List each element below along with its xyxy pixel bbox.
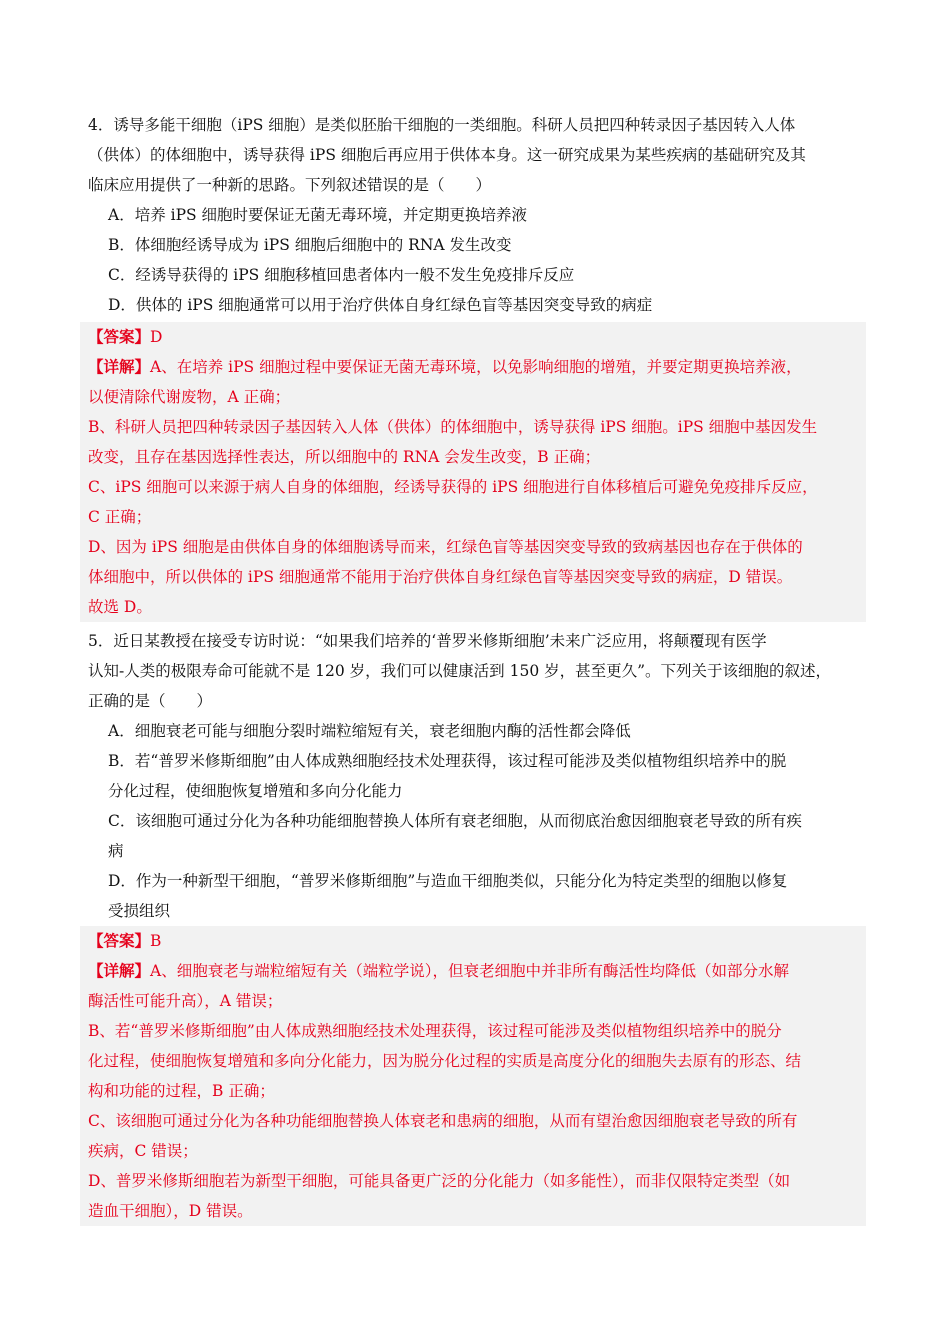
- question-4-stem-line: 4．诱导多能干细胞（iPS 细胞）是类似胚胎干细胞的一类细胞。科研人员把四种转录因子基因转入人体: [88, 116, 796, 134]
- answer-value: D: [150, 328, 163, 346]
- question-5-stem-line: 5．近日某教授在接受专访时说：“如果我们培养的‘普罗米修斯细胞’未来广泛应用，将颠覆现有医学: [88, 632, 767, 650]
- question-5-detail-line: D、普罗米修斯细胞若为新型干细胞，可能具备更广泛的分化能力（如多能性），而非仅限特定类型（如: [88, 1172, 791, 1190]
- question-4-answer: [80, 322, 866, 352]
- question-4-answer-box: [80, 322, 866, 622]
- question-4-option-a: A．培养 iPS 细胞时要保证无菌无毒环境，并定期更换培养液: [108, 206, 528, 224]
- detail-tag: 【详解】: [88, 357, 151, 376]
- answer-tag: 【答案】: [88, 931, 151, 950]
- question-4-option-d: D．供体的 iPS 细胞通常可以用于治疗供体自身红绿色盲等基因突变导致的病症: [108, 296, 653, 314]
- question-5-option-d: D．作为一种新型干细胞，“普罗米修斯细胞”与造血干细胞类似，只能分化为特定类型的细胞以修复: [108, 872, 788, 890]
- question-5-detail-line: 疾病，C 错误；: [88, 1142, 198, 1160]
- question-5-detail-line: 造血干细胞），D 错误。: [88, 1202, 253, 1220]
- question-5-detail-line: 化过程，使细胞恢复增殖和多向分化能力，因为脱分化过程的实质是高度分化的细胞失去原有的形态、结: [88, 1052, 802, 1070]
- question-4-detail-line: C、iPS 细胞可以来源于病人自身的体细胞，经诱导获得的 iPS 细胞进行自体移植后可避免免疫排斥反应，: [88, 478, 818, 496]
- detail-tag: 【详解】: [88, 961, 151, 980]
- question-4-detail-line: 以便清除代谢废物，A 正确；: [88, 388, 291, 406]
- question-4: [88, 110, 868, 320]
- question-4-detail-line: 改变，且存在基因选择性表达，所以细胞中的 RNA 会发生改变，B 正确；: [88, 448, 601, 466]
- question-4-stem-line: 临床应用提供了一种新的思路。下列叙述错误的是（ ）: [88, 176, 492, 194]
- question-4-detail-line: D、因为 iPS 细胞是由供体自身的体细胞诱导而来，红绿色盲等基因突变导致的致病基因也存在于供体的: [88, 538, 803, 556]
- question-5-answer: [80, 926, 866, 956]
- answer-tag: 【答案】: [88, 327, 151, 346]
- question-5-detail-line: 酶活性可能升高），A 错误；: [88, 992, 283, 1010]
- question-5-option-a: A．细胞衰老可能与细胞分裂时端粒缩短有关，衰老细胞内酶的活性都会降低: [108, 722, 631, 740]
- question-5-stem-line: 认知-人类的极限寿命可能就不是 120 岁，我们可以健康活到 150 岁，甚至更久”。下列关于该细胞的叙述，: [88, 662, 832, 680]
- question-5-detail-line: [80, 956, 866, 986]
- answer-value: B: [150, 932, 162, 950]
- question-4-detail-line: [80, 352, 866, 382]
- question-5-option-c: C．该细胞可通过分化为各种功能细胞替换人体所有衰老细胞，从而彻底治愈因细胞衰老导致的所有疾: [108, 812, 802, 830]
- question-4-detail-line: 体细胞中，所以供体的 iPS 细胞通常不能用于治疗供体自身红绿色盲等基因突变导致的病症，D 错误。: [88, 568, 793, 586]
- question-5-detail-line: B、若“普罗米修斯细胞”由人体成熟细胞经技术处理获得，该过程可能涉及类似植物组织培养中的脱分: [88, 1022, 782, 1040]
- detail-text: A、细胞衰老与端粒缩短有关（端粒学说），但衰老细胞中并非所有酶活性均降低（如部分水解: [150, 962, 789, 980]
- detail-text: A、在培养 iPS 细胞过程中要保证无菌无毒环境，以免影响细胞的增殖，并要定期更换培养液，: [150, 358, 802, 376]
- question-4-option-c: C．经诱导获得的 iPS 细胞移植回患者体内一般不发生免疫排斥反应: [108, 266, 575, 284]
- question-4-detail-line: 故选 D。: [88, 598, 152, 616]
- question-4-detail-line: B、科研人员把四种转录因子基因转入人体（供体）的体细胞中，诱导获得 iPS 细胞。iPS 细胞中基因发生: [88, 418, 818, 436]
- question-5-option-b: B．若“普罗米修斯细胞”由人体成熟细胞经技术处理获得，该过程可能涉及类似植物组织培养中的脱: [108, 752, 787, 770]
- question-5-answer-box: [80, 926, 866, 1226]
- question-5-stem-line: 正确的是（ ）: [88, 692, 213, 710]
- question-5-detail-line: 构和功能的过程，B 正确；: [88, 1082, 275, 1100]
- question-5-option-b-cont: 分化过程，使细胞恢复增殖和多向分化能力: [108, 782, 403, 800]
- question-4-option-b: B．体细胞经诱导成为 iPS 细胞后细胞中的 RNA 发生改变: [108, 236, 512, 254]
- question-4-stem-line: （供体）的体细胞中，诱导获得 iPS 细胞后再应用于供体本身。这一研究成果为某些疾病的基础研究及其: [88, 146, 806, 164]
- question-5-option-c-cont: 病: [108, 842, 124, 860]
- question-5: [88, 626, 868, 926]
- question-5-detail-line: C、该细胞可通过分化为各种功能细胞替换人体衰老和患病的细胞，从而有望治愈因细胞衰老导致的所有: [88, 1112, 798, 1130]
- question-4-detail-line: C 正确；: [88, 508, 152, 526]
- question-5-option-d-cont: 受损组织: [108, 902, 171, 920]
